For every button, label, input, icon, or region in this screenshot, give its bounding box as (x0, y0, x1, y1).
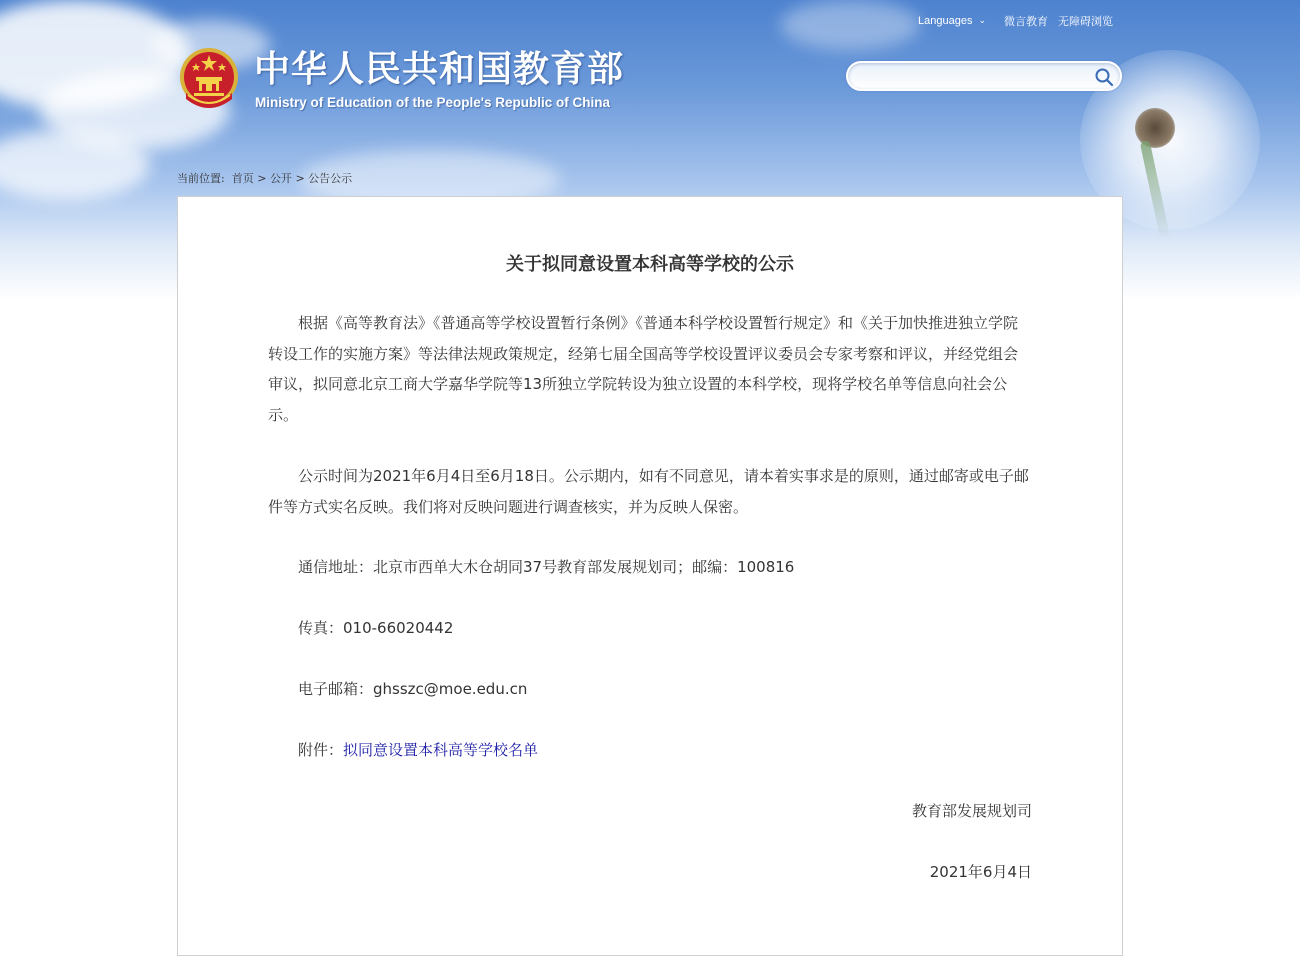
national-emblem-icon[interactable] (178, 47, 240, 111)
article-container (177, 196, 1123, 956)
chevron-down-icon[interactable]: ⌄ (978, 16, 986, 26)
cloud-decoration (0, 130, 150, 200)
weiyan-education-link[interactable]: 微言教育 (1004, 15, 1048, 28)
accessibility-link[interactable]: 无障碍浏览 (1058, 15, 1113, 28)
contact-address: 通信地址：北京市西单大木仓胡同37号教育部发展规划司；邮编：100816 (298, 558, 795, 576)
article-paragraph: 公示时间为2021年6月4日至6月18日。公示期内，如有不同意见，请本着实事求是的原则，通过邮寄或电子邮件等方式实名反映。我们将对反映问题进行调查核实，并为反映人保密。 (268, 467, 1029, 516)
search-input[interactable] (860, 66, 1094, 88)
attachment-label: 附件： (298, 741, 344, 759)
signature-org: 教育部发展规划司 (911, 802, 1032, 820)
contact-fax: 传真：010-66020442 (298, 619, 454, 637)
article-paragraph: 根据《高等教育法》《普通高等学校设置暂行条例》《普通本科学校设置暂行规定》和《关于加快推进独立学院转设工作的实施方案》等法律法规政策规定，经第七届全国高等学校设置评议委员会专家考察和评议，并经党组会审议，拟同意北京工商大学嘉华学院等13所独立学院转设为独立设置的本科学校，现将学校名单等信息向社会公示。 (268, 314, 1019, 424)
breadcrumb-public-link[interactable]: 公开 (269, 172, 292, 185)
breadcrumb-separator: > (257, 172, 267, 185)
contact-email: 电子邮箱：ghsszc@moe.edu.cn (298, 680, 528, 698)
cloud-decoration (780, 0, 920, 50)
breadcrumb (177, 170, 352, 186)
breadcrumb-announcement-link[interactable]: 公告公示 (308, 172, 353, 185)
search-icon[interactable] (1094, 67, 1114, 87)
article-title: 关于拟同意设置本科高等学校的公示 (506, 254, 794, 275)
languages-link[interactable]: Languages (918, 15, 973, 27)
breadcrumb-prefix: 当前位置: (177, 172, 225, 185)
breadcrumb-separator: > (295, 172, 305, 185)
search-box (846, 61, 1122, 91)
top-links (918, 12, 1123, 30)
breadcrumb-home-link[interactable]: 首页 (231, 172, 254, 185)
site-subtitle: Ministry of Education of the People's Republic of China (255, 95, 610, 110)
attachment-row (268, 735, 1032, 766)
signature-date: 2021年6月4日 (929, 863, 1032, 881)
site-title[interactable]: 中华人民共和国教育部 (254, 49, 625, 90)
attachment-link[interactable]: 拟同意设置本科高等学校名单 (343, 741, 539, 759)
